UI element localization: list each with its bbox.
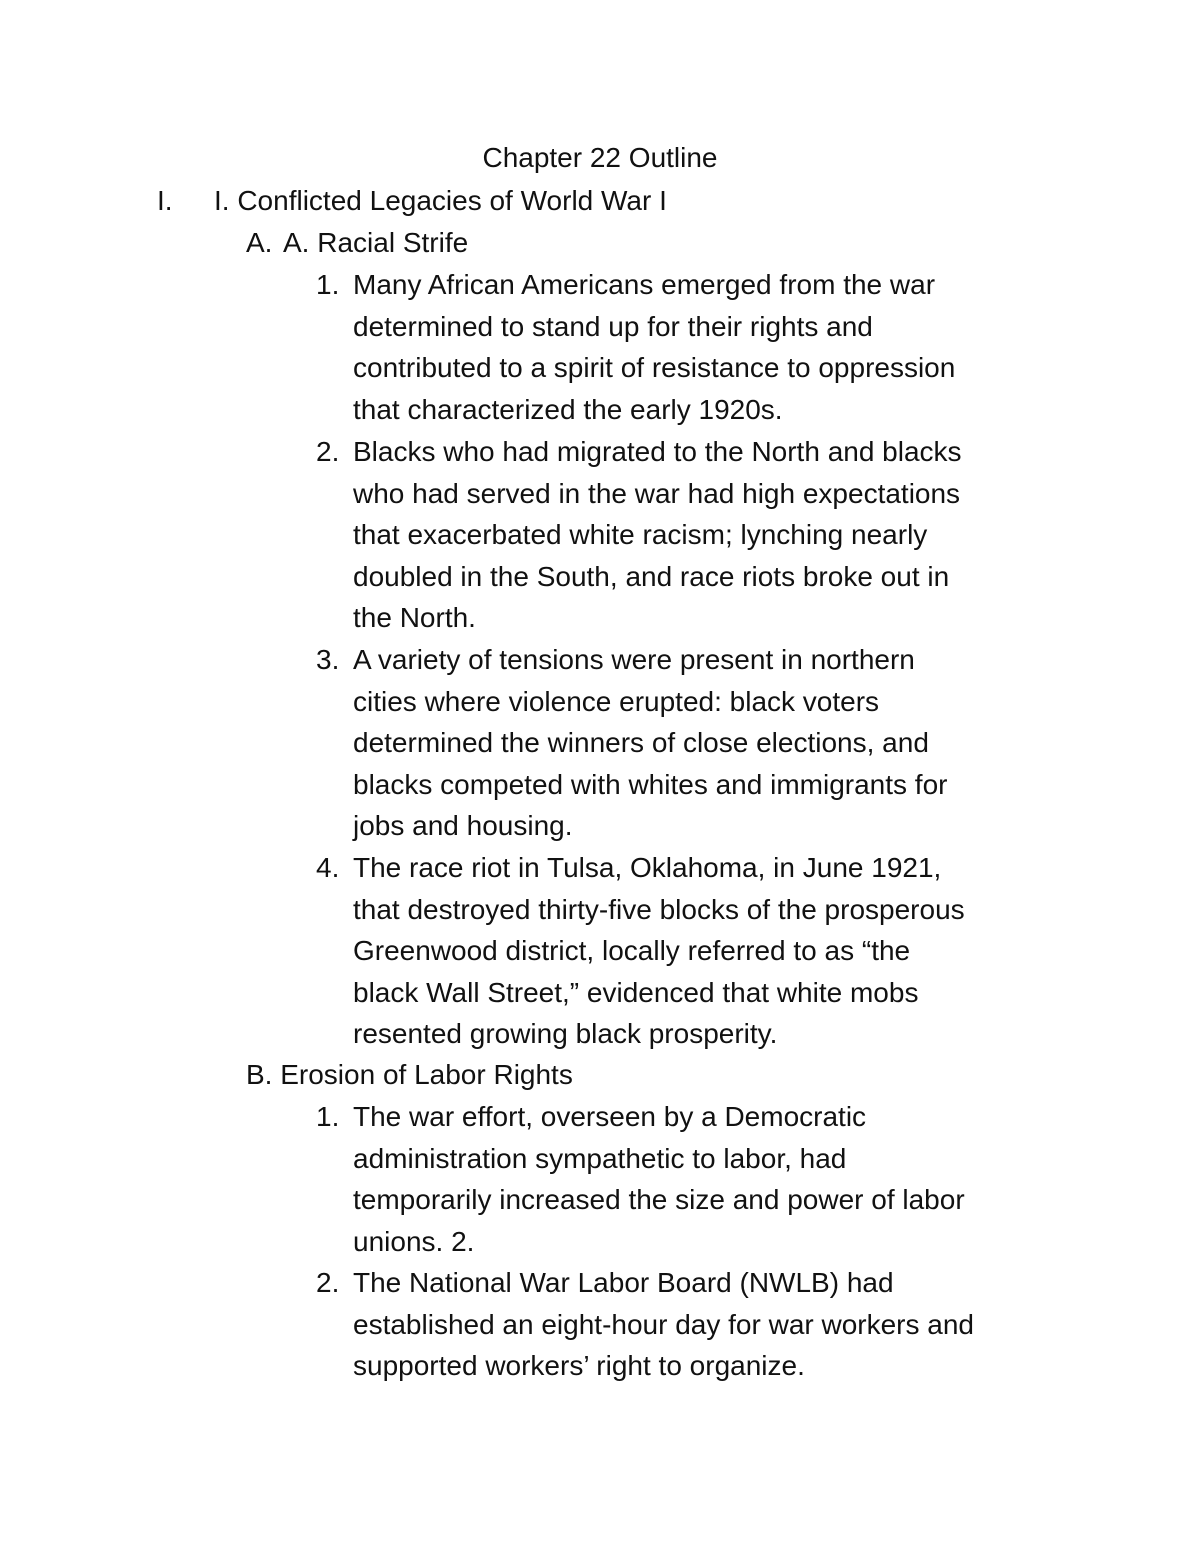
list-item: [316, 1096, 1076, 1262]
subsection-a-heading: A. Racial Strife: [283, 227, 469, 258]
list-item-number: 1.: [316, 1101, 340, 1132]
list-item-text: The race riot in Tulsa, Oklahoma, in June 1921, that destroyed thirty-five blocks of the prosperous Greenwood district, locally referred to as “the black Wall Street,” evidenced that white mobs resented growing black prosperity.: [353, 852, 965, 1050]
section-one-marker: I.: [157, 185, 173, 216]
subsection-b-heading: B. Erosion of Labor Rights: [246, 1059, 573, 1090]
section-one-heading: I. Conflicted Legacies of World War I: [214, 185, 667, 216]
subsection-a-marker: A.: [246, 227, 273, 258]
list-item-number: 2.: [316, 1267, 340, 1298]
list-item: [316, 1262, 1076, 1387]
list-item-text: A variety of tensions were present in northern cities where violence erupted: black voters determined the winners of close elections, and blacks competed with whites and immigrants for jobs and housing.: [353, 644, 948, 842]
list-item-number: 4.: [316, 852, 340, 883]
list-item: [316, 847, 1076, 1055]
list-item-number: 1.: [316, 269, 340, 300]
page-title: Chapter 22 Outline: [482, 142, 718, 173]
list-item-text: Blacks who had migrated to the North and blacks who had served in the war had high expectations that exacerbated white racism; lynching nearly doubled in the South, and race riots broke out in the North.: [353, 436, 962, 634]
list-item-number: 3.: [316, 644, 340, 675]
list-item-text: Many African Americans emerged from the war determined to stand up for their rights and contributed to a spirit of resistance to oppression that characterized the early 1920s.: [353, 269, 956, 425]
list-item-text: The war effort, overseen by a Democratic administration sympathetic to labor, had temporarily increased the size and power of labor unions. 2.: [353, 1101, 965, 1257]
list-item: [316, 264, 1076, 430]
list-item-number: 2.: [316, 436, 340, 467]
list-item: [316, 431, 1076, 639]
list-item-text: The National War Labor Board (NWLB) had established an eight-hour day for war workers and supported workers’ right to organize.: [353, 1267, 975, 1382]
list-item: [316, 639, 1076, 847]
